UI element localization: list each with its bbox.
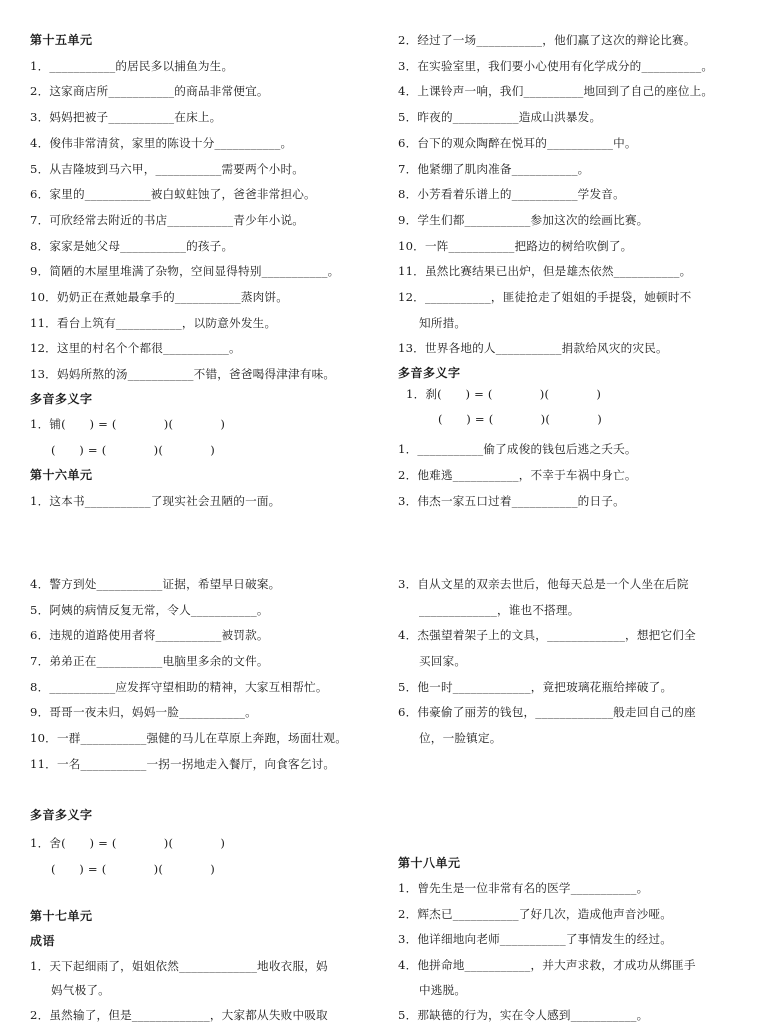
question-line: 12．___________，匪徒抢走了姐姐的手提袋，她顿时不 bbox=[398, 290, 692, 304]
question-line: 12．这里的村名个个都很___________。 bbox=[30, 341, 241, 355]
question-line: 5．他一时_____________，竟把玻璃花瓶给摔破了。 bbox=[398, 680, 673, 694]
question-line: 7．弟弟正在___________电脑里多余的文件。 bbox=[30, 654, 269, 668]
question-line: 13．妈妈所熬的汤___________不错，爸爸喝得津津有味。 bbox=[30, 367, 336, 381]
question-line: 7．可欣经常去附近的书店___________青少年小说。 bbox=[30, 213, 305, 227]
question-line: 2．这家商店所___________的商品非常便宜。 bbox=[30, 84, 269, 98]
question-line: 3．他详细地向老师___________了事情发生的经过。 bbox=[398, 932, 673, 946]
polyphone-heading: 多音多义字 bbox=[30, 808, 93, 822]
question-line: 6．伟豪偷了丽芳的钱包，_____________般走回自己的座 bbox=[398, 705, 696, 719]
question-line: 4．警方到处___________证据，希望早日破案。 bbox=[30, 577, 281, 591]
polyphone-line: ( ) = ( )( ) bbox=[51, 443, 215, 457]
question-line: 4．他拼命地___________，并大声求救，才成功从绑匪手 bbox=[398, 958, 696, 972]
question-line: 8．___________应发挥守望相助的精神，大家互相帮忙。 bbox=[30, 680, 328, 694]
question-line: 13．世界各地的人___________捐款给风灾的灾民。 bbox=[398, 341, 668, 355]
question-line: 2．辉杰已___________了好几次，造成他声音沙哑。 bbox=[398, 907, 673, 921]
question-line: 10．一群___________强健的马儿在草原上奔跑，场面壮观。 bbox=[30, 731, 347, 745]
question-line: 1．曾先生是一位非常有名的医学___________。 bbox=[398, 881, 649, 895]
question-line: 8．家家是她父母___________的孩子。 bbox=[30, 239, 234, 253]
question-line-continuation: 妈气极了。 bbox=[51, 983, 110, 997]
question-line: 11．一名___________一拐一拐地走入餐厅，向食客乞讨。 bbox=[30, 757, 336, 771]
question-line-continuation: _____________，谁也不搭理。 bbox=[419, 603, 580, 617]
question-line: 10．一阵___________把路边的树给吹倒了。 bbox=[398, 239, 633, 253]
question-line: 5．昨夜的___________造成山洪暴发。 bbox=[398, 110, 602, 124]
question-line: 5．阿姨的病情反复无常，令人___________。 bbox=[30, 603, 269, 617]
question-line-continuation: 买回家。 bbox=[419, 654, 467, 668]
question-line: 2．经过了一场___________，他们赢了这次的辩论比赛。 bbox=[398, 33, 696, 47]
question-line-continuation: 中逃脱。 bbox=[419, 983, 467, 997]
question-line: 11．看台上筑有___________，以防意外发生。 bbox=[30, 316, 277, 330]
question-line: 4．杰强望着架子上的文具，_____________，想把它们全 bbox=[398, 628, 696, 642]
idiom-heading: 成语 bbox=[30, 934, 56, 948]
question-line: 4．俊伟非常清贫，家里的陈设十分___________。 bbox=[30, 136, 293, 150]
question-line: 2．他难逃___________，不幸于车祸中身亡。 bbox=[398, 468, 637, 482]
question-line: 3．妈妈把被子___________在床上。 bbox=[30, 110, 222, 124]
question-line: 11．虽然比赛结果已出炉，但是雄杰依然___________。 bbox=[398, 264, 692, 278]
polyphone-line: 1．刹( ) = ( )( ) bbox=[406, 387, 602, 401]
unit-18-heading: 第十八单元 bbox=[398, 856, 461, 870]
question-line: 3．伟杰一家五口过着___________的日子。 bbox=[398, 494, 625, 508]
question-line: 5．那缺德的行为，实在令人感到___________。 bbox=[398, 1008, 649, 1022]
question-line: 9．哥哥一夜未归，妈妈一脸___________。 bbox=[30, 705, 257, 719]
question-line: 3．自从文星的双亲去世后，他每天总是一个人坐在后院 bbox=[398, 577, 689, 591]
question-line: 1．这本书___________了现实社会丑陋的一面。 bbox=[30, 494, 281, 508]
question-line-continuation: 知所措。 bbox=[419, 316, 467, 330]
polyphone-heading: 多音多义字 bbox=[398, 366, 461, 380]
polyphone-line: 1．铺( ) = ( )( ) bbox=[30, 417, 226, 431]
question-line: 5．从吉隆坡到马六甲，___________需要两个小时。 bbox=[30, 162, 305, 176]
unit-17-heading: 第十七单元 bbox=[30, 909, 93, 923]
question-line: 6．台下的观众陶醉在悦耳的___________中。 bbox=[398, 136, 637, 150]
question-line: 6．违规的道路使用者将___________被罚款。 bbox=[30, 628, 269, 642]
question-line: 8．小芳看着乐谱上的___________学发音。 bbox=[398, 187, 625, 201]
question-line: 1．___________的居民多以捕鱼为生。 bbox=[30, 59, 234, 73]
unit-16-heading: 第十六单元 bbox=[30, 468, 93, 482]
question-line: 2．虽然输了，但是_____________，大家都从失败中吸取 bbox=[30, 1008, 328, 1022]
polyphone-line: ( ) = ( )( ) bbox=[51, 862, 215, 876]
question-line: 3．在实验室里，我们要小心使用有化学成分的__________。 bbox=[398, 59, 714, 73]
polyphone-heading: 多音多义字 bbox=[30, 392, 93, 406]
question-line: 10．奶奶正在煮她最拿手的___________蒸肉饼。 bbox=[30, 290, 289, 304]
polyphone-line: 1．舍( ) = ( )( ) bbox=[30, 836, 226, 850]
question-line: 9．简陋的木屋里堆满了杂物，空间显得特别___________。 bbox=[30, 264, 340, 278]
question-line: 9．学生们都___________参加这次的绘画比赛。 bbox=[398, 213, 649, 227]
question-line: 1．天下起细雨了，姐姐依然_____________地收衣服，妈 bbox=[30, 959, 328, 973]
question-line: 6．家里的___________被白蚁蛀蚀了，爸爸非常担心。 bbox=[30, 187, 316, 201]
polyphone-line: ( ) = ( )( ) bbox=[438, 412, 602, 426]
question-line: 7．他紧绷了肌肉准备___________。 bbox=[398, 162, 590, 176]
question-line: 4．上课铃声一响，我们__________地回到了自己的座位上。 bbox=[398, 84, 714, 98]
unit-15-heading: 第十五单元 bbox=[30, 33, 93, 47]
question-line: 1．___________偷了成俊的钱包后逃之夭夭。 bbox=[398, 442, 637, 456]
question-line-continuation: 位，一脸镇定。 bbox=[419, 731, 502, 745]
